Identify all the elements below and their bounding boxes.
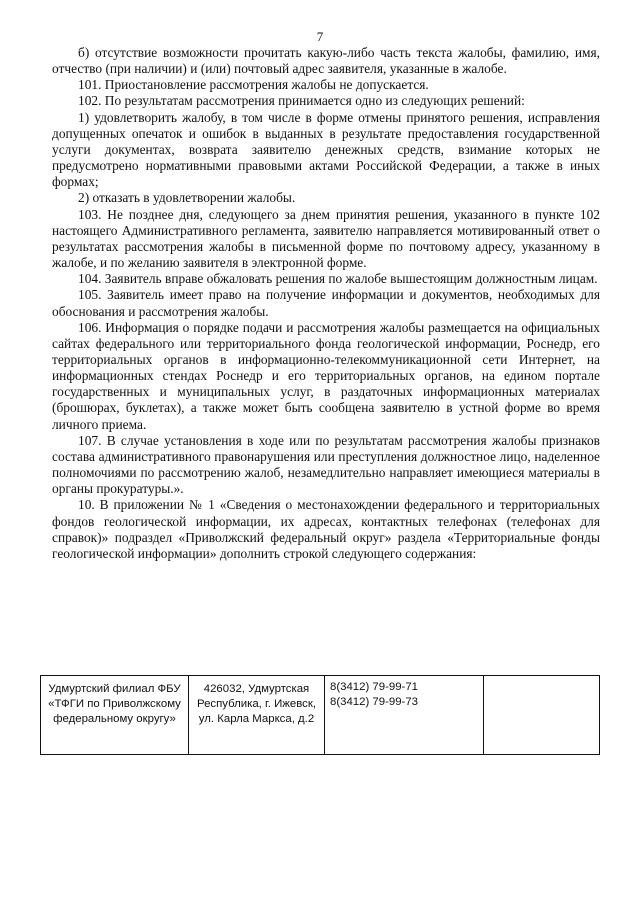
page-number: 7 [316, 29, 324, 44]
branch-phones-cell [325, 676, 484, 755]
paragraph-105: 105. Заявитель имеет право на получение информации и документов, необходимых для обоснования и рассмотрения жалобы. [52, 287, 600, 319]
paragraph-102: 102. По результатам рассмотрения принимается одно из следующих решений: [78, 93, 525, 109]
paragraph-10: 10. В приложении № 1 «Сведения о местонахождении федерального и территориальных фондов геологической информации, их адресах, контактных телефонах (телефонах для справок)» подраздел «Приволжский федеральный округ» раздела «Территориальные фонды геологической информации» дополнить строкой следующего содержания: [52, 497, 600, 561]
paragraph-101: 101. Приостановление рассмотрения жалобы не допускается. [78, 77, 429, 93]
paragraph-106: 106. Информация о порядке подачи и рассмотрения жалобы размещается на официальных сайтах федерального или территориального фонда геологической информации, Роснедр, его территориальных органов в информационно-телекоммуникационной сети Интернет, на информационных стендах Роснедр и его территориальных органов, на едином портале государственных и муниципальных услуг, в раздаточных информационных материалах (брошюрах, буклетах), а также может быть сообщена заявителю в устной форме во время личного приема. [52, 319, 600, 432]
table-row [41, 676, 600, 755]
branch-address-cell: 426032, Удмуртская Республика, г. Ижевск, ул. Карла Маркса, д.2 [189, 676, 325, 755]
paragraph-104: 104. Заявитель вправе обжаловать решения по жалобе вышестоящим должностным лицам. [78, 271, 598, 287]
phone-number-1: 8(3412) 79-99-71 [330, 681, 419, 693]
branch-extra-cell [484, 676, 600, 755]
branch-name-cell: Удмуртский филиал ФБУ «ТФГИ по Приволжскому федеральному округу» [41, 676, 189, 755]
paragraph-103: 103. Не позднее дня, следующего за днем принятия решения, указанного в пункте 102 настоящего Административного регламента, заявителю направляется мотивированный ответ о результатах рассмотрения жалобы в письменной форме по почтовому адресу, указанному в жалобе, и по желанию заявителя в электронной форме. [52, 206, 600, 271]
document-body [52, 45, 600, 562]
paragraph-102-option-2: 2) отказать в удовлетворении жалобы. [78, 190, 296, 206]
paragraph-107: 107. В случае установления в ходе или по результатам рассмотрения жалобы признаков состава административного правонарушения или преступления должностное лицо, наделенное полномочиями по рассмотрению жалоб, незамедлительно направляет имеющиеся материалы в органы прокуратуры.». [52, 432, 600, 497]
phone-number-2: 8(3412) 79-99-73 [330, 696, 419, 708]
paragraph-clause-b: б) отсутствие возможности прочитать какую-либо часть текста жалобы, фамилию, имя, отчество (при наличии) и (или) почтовый адрес заявителя, указанные в жалобе. [52, 45, 600, 77]
branch-info-table [40, 675, 600, 755]
paragraph-102-option-1: 1) удовлетворить жалобу, в том числе в форме отмены принятого решения, исправления допущенных опечаток и ошибок в выданных в результате предоставления государственной услуги документах, возврата заявителю денежных средств, взимание которых не предусмотрено нормативными правовыми актами Российской Федерации, а также в иных формах; [52, 109, 600, 190]
